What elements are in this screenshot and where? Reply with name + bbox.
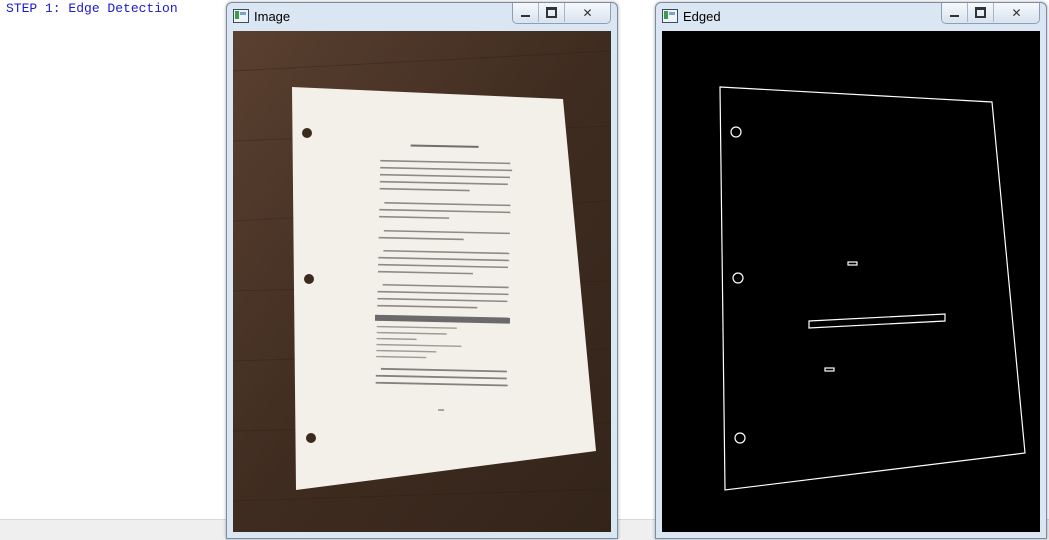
close-icon: ✕: [582, 5, 593, 20]
hole-punch: [304, 274, 314, 284]
image-window-titlebar[interactable]: [227, 3, 617, 31]
app-icon: [662, 9, 678, 23]
window-controls: [512, 3, 611, 24]
hole-punch: [302, 128, 312, 138]
minimize-button[interactable]: [513, 3, 538, 22]
minimize-icon: [521, 15, 530, 17]
app-icon: [233, 9, 249, 23]
edged-window[interactable]: [655, 2, 1047, 539]
paper-sheet: [292, 87, 596, 490]
edged-canvas: [662, 31, 1040, 532]
console-output: STEP 1: Edge Detection: [6, 1, 178, 16]
hole-punch: [306, 433, 316, 443]
maximize-button[interactable]: [538, 3, 564, 22]
minimize-icon: [950, 15, 959, 17]
image-window-title: Image: [254, 9, 291, 24]
minimize-button[interactable]: [942, 3, 967, 22]
image-canvas: [233, 31, 611, 532]
edge-detection-output: [662, 31, 1040, 532]
close-button[interactable]: [993, 3, 1039, 22]
maximize-icon: [975, 7, 986, 18]
photo-of-document: [233, 31, 611, 532]
maximize-icon: [546, 7, 557, 18]
window-controls: [941, 3, 1040, 24]
edged-window-titlebar[interactable]: [656, 3, 1046, 31]
close-icon: ✕: [1011, 5, 1022, 20]
maximize-button[interactable]: [967, 3, 993, 22]
edged-window-title: Edged: [683, 9, 721, 24]
image-window[interactable]: [226, 2, 618, 539]
close-button[interactable]: [564, 3, 610, 22]
